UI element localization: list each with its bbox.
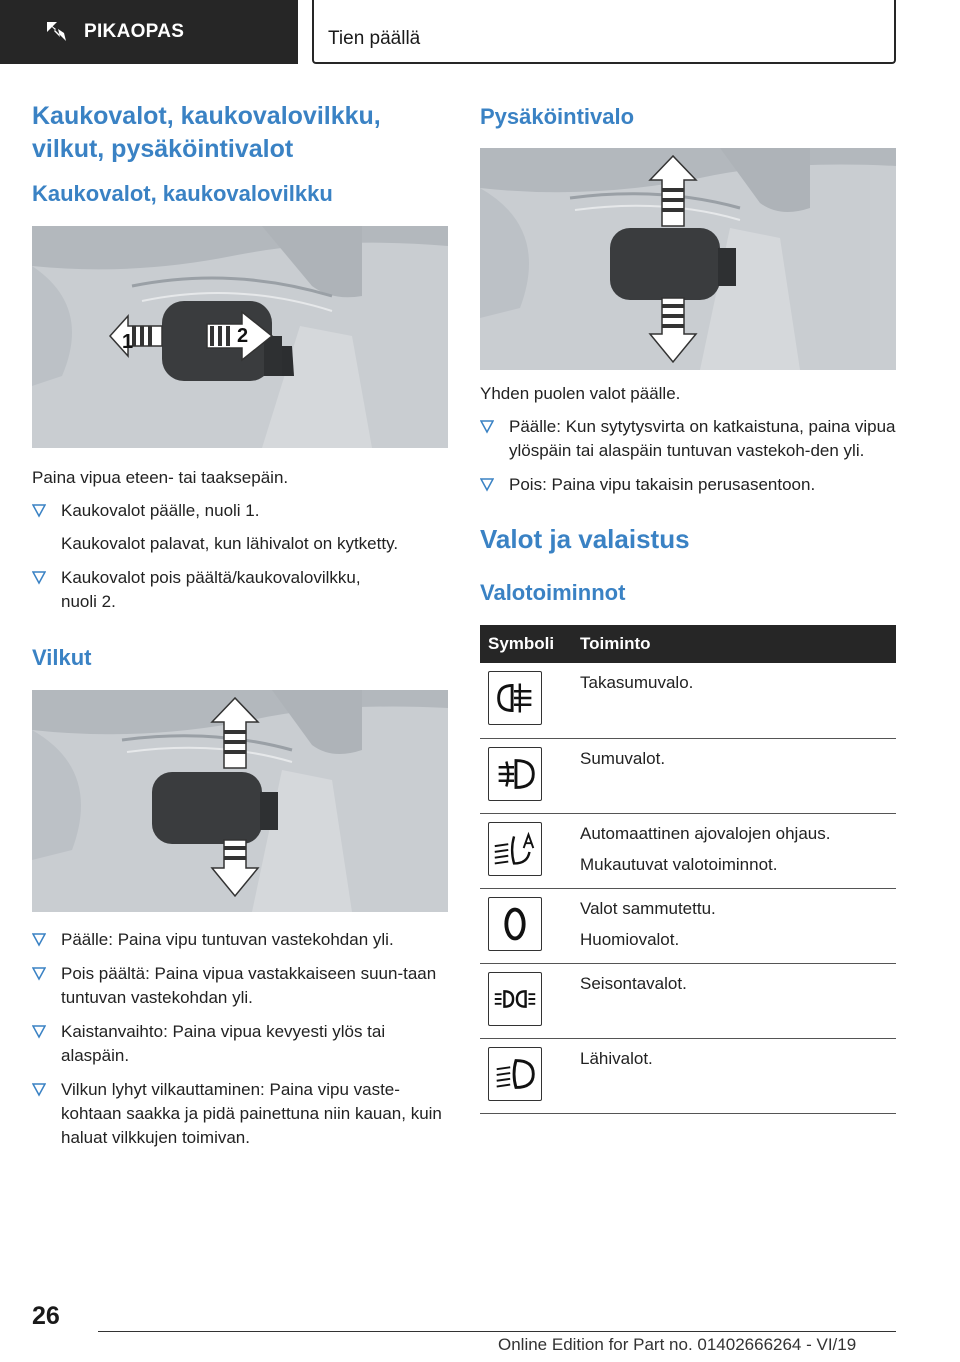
bullet-triangle-icon	[32, 570, 46, 586]
subtitle-light-functions: Valotoiminnot	[480, 580, 626, 605]
arrow-label-1: 1	[122, 331, 134, 353]
list-item: Kaukovalot päälle, nuoli 1. Kaukovalot palavat, kun lähivalot on kytketty.	[32, 499, 448, 556]
high-beam-intro: Paina vipua eteen- tai taaksepäin.	[32, 468, 289, 487]
col-header-symbol: Symboli	[480, 625, 570, 663]
turn-signal-lever-image	[32, 690, 448, 912]
table-row: Automaattinen ajovalojen ohjaus. Mukautuvat valotoiminnot.	[480, 813, 896, 888]
table-row: Seisontavalot.	[480, 963, 896, 1038]
left-column	[32, 100, 448, 1160]
high-beam-lever-image	[32, 226, 448, 448]
parking-lights-icon	[488, 972, 542, 1026]
col-header-function: Toiminto	[570, 625, 896, 663]
turn-signal-list	[32, 928, 448, 1150]
parking-light-list	[480, 415, 896, 497]
automatic-headlight-icon	[488, 822, 542, 876]
table-row: Sumuvalot.	[480, 738, 896, 813]
footer-edition: Online Edition for Part no. 01402666264 - VI/19	[498, 1335, 857, 1354]
header-chapter-label: Tien päällä	[328, 28, 421, 49]
light-functions-table	[480, 625, 896, 1114]
subtitle-parking-light: Pysäköintivalo	[480, 104, 635, 129]
subtitle-high-beam: Kaukovalot, kaukovalovilkku	[32, 181, 333, 206]
footer-divider	[98, 1331, 896, 1332]
header-section-label: PIKAOPAS	[84, 21, 185, 42]
list-item: Kaukovalot pois päältä/kaukovalovilkku, nuoli 2.	[32, 566, 448, 614]
arrow-label-2: 2	[237, 325, 249, 347]
table-row: Takasumuvalo.	[480, 663, 896, 738]
front-fog-light-icon	[488, 747, 542, 801]
subtitle-turn-signals: Vilkut	[32, 645, 92, 670]
bullet-triangle-icon	[480, 419, 494, 435]
bullet-triangle-icon	[32, 932, 46, 948]
rear-fog-light-icon	[488, 671, 542, 725]
list-item: Päälle: Paina vipu tuntuvan vastekohdan yli.	[32, 928, 448, 952]
bullet-triangle-icon	[32, 966, 46, 982]
bullet-triangle-icon	[32, 503, 46, 519]
list-item: Vilkun lyhyt vilkauttaminen: Paina vipu vaste-kohtaan saakka ja pidä painettuna niin kauan, kuin haluat vilkkujen toimivan.	[32, 1078, 448, 1150]
list-item: Kaistanvaihto: Paina vipua kevyesti ylös tai alaspäin.	[32, 1020, 448, 1068]
table-row: Valot sammutettu. Huomiovalot.	[480, 888, 896, 963]
section-lights-title: Valot ja valaistus	[480, 524, 690, 554]
list-item: Pois: Paina vipu takaisin perusasentoon.	[480, 473, 896, 497]
list-item: Päälle: Kun sytytysvirta on katkaistuna, paina vipua ylöspäin tai alaspäin tuntuvan vastekoh-den yli.	[480, 415, 896, 463]
page-title: Kaukovalot, kaukovalovilkku, vilkut, pysäköintivalot	[32, 102, 381, 163]
high-beam-list	[32, 499, 448, 614]
right-column	[480, 100, 896, 1114]
parking-light-intro: Yhden puolen valot päälle.	[480, 384, 681, 403]
list-item: Pois päältä: Paina vipua vastakkaiseen suun-taan tuntuvan vastekohdan yli.	[32, 962, 448, 1010]
bullet-triangle-icon	[32, 1082, 46, 1098]
quick-guide-icon	[44, 19, 70, 45]
page-number: 26	[32, 1302, 60, 1330]
header-section-tab[interactable]	[0, 0, 298, 64]
bullet-triangle-icon	[480, 477, 494, 493]
bullet-triangle-icon	[32, 1024, 46, 1040]
low-beam-icon	[488, 1047, 542, 1101]
table-row: Lähivalot.	[480, 1038, 896, 1113]
header-chapter	[312, 0, 896, 64]
lights-off-icon	[488, 897, 542, 951]
parking-light-lever-image	[480, 148, 896, 370]
